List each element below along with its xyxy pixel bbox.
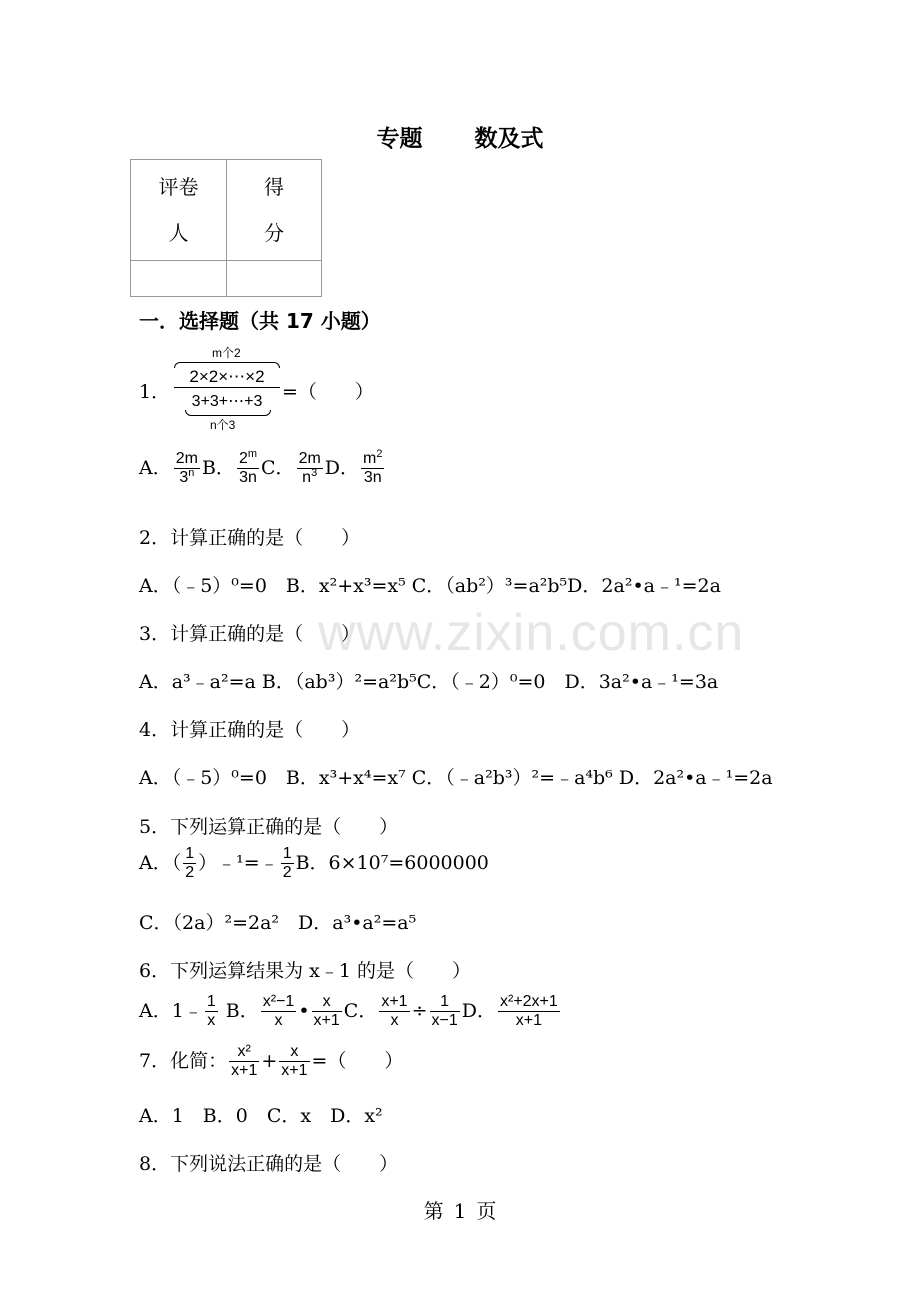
- page-title: [0, 120, 920, 153]
- q2-stem: 2．计算正确的是（ ）: [139, 527, 361, 549]
- grader-cell: [131, 261, 227, 297]
- score-header: 得 分: [227, 160, 322, 261]
- q4-options: A．（﹣5）⁰=0 B．x³+x⁴=x⁷ C．（﹣a²b³）²=﹣a⁴b⁶ D．2a²•a﹣¹=2a: [139, 767, 773, 789]
- grader-header: 评卷 人: [131, 160, 227, 261]
- q5-options-line1: A．（ $\frac{1}{2}$ ）﹣¹=﹣ $\frac{1}{2}$ B．6×10⁷=6000000: [139, 845, 489, 882]
- score-table: [130, 159, 322, 297]
- title-part-2: 数及式: [474, 126, 544, 152]
- watermark: www.zixin.com.cn: [318, 604, 745, 662]
- q1-denominator: 3+3+⋯+3: [191, 393, 263, 410]
- footer-suffix: 页: [476, 1199, 497, 1223]
- footer-page-number: 1: [453, 1199, 467, 1223]
- title-part-1: 专题: [376, 126, 423, 152]
- q1-numerator: 2×2×⋯×2: [174, 367, 280, 388]
- q1-options: A． $\frac{2m}{3^n}$ B． $\frac{2^m}{3n}$ C． $\frac{2m}{n^3}$ D． $\frac{m^2}{3n}$: [139, 448, 383, 487]
- q3-options: A．a³﹣a²=a B．（ab³）²=a²b⁵C．（﹣2）⁰=0 D．3a²•a﹣¹=3a: [139, 671, 719, 693]
- q4-stem: 4．计算正确的是（ ）: [139, 719, 361, 741]
- q7-stem: 7．化简： $\frac{\text{x²}}{x+1}$ + $\frac{x}{x+1}$ =（ ）: [139, 1043, 404, 1080]
- q6-stem: 6．下列运算结果为 x﹣1 的是（ ）: [139, 960, 471, 982]
- q1-bottom-label: n个3: [210, 418, 236, 432]
- q7-options: A．1 B．0 C．x D．x²: [139, 1105, 383, 1127]
- q2-options: A．（﹣5）⁰=0 B．x²+x³=x⁵ C．（ab²）³=a²b⁵D．2a²•a﹣¹=2a: [139, 575, 721, 597]
- q5-options-line2: C．（2a）²=2a² D．a³•a²=a⁵: [139, 912, 417, 934]
- q1-tail: =（ ）: [282, 381, 374, 403]
- q5-stem: 5．下列运算正确的是（ ）: [139, 816, 399, 838]
- score-cell: [227, 261, 322, 297]
- page-footer: [0, 1195, 920, 1224]
- q1-number: 1．: [139, 381, 171, 403]
- footer-prefix: 第: [423, 1199, 444, 1223]
- q3-stem: 3．计算正确的是（ ）: [139, 623, 361, 645]
- q1-top-label: m个2: [212, 346, 241, 360]
- q6-options: A．1﹣ $\frac{1}{x}$ B． $\frac{\text{x²−1}}{x}$ • $\frac{x}{x+1}$ C． $\frac{x+1}{x}$ ÷ $\frac{1}{x-1}$ D． $\frac{\text{x²+2x+1}}{x+1}$: [139, 993, 558, 1030]
- q8-stem: 8．下列说法正确的是（ ）: [139, 1153, 399, 1175]
- section-heading: 一．选择题（共 17 小题）: [139, 309, 381, 333]
